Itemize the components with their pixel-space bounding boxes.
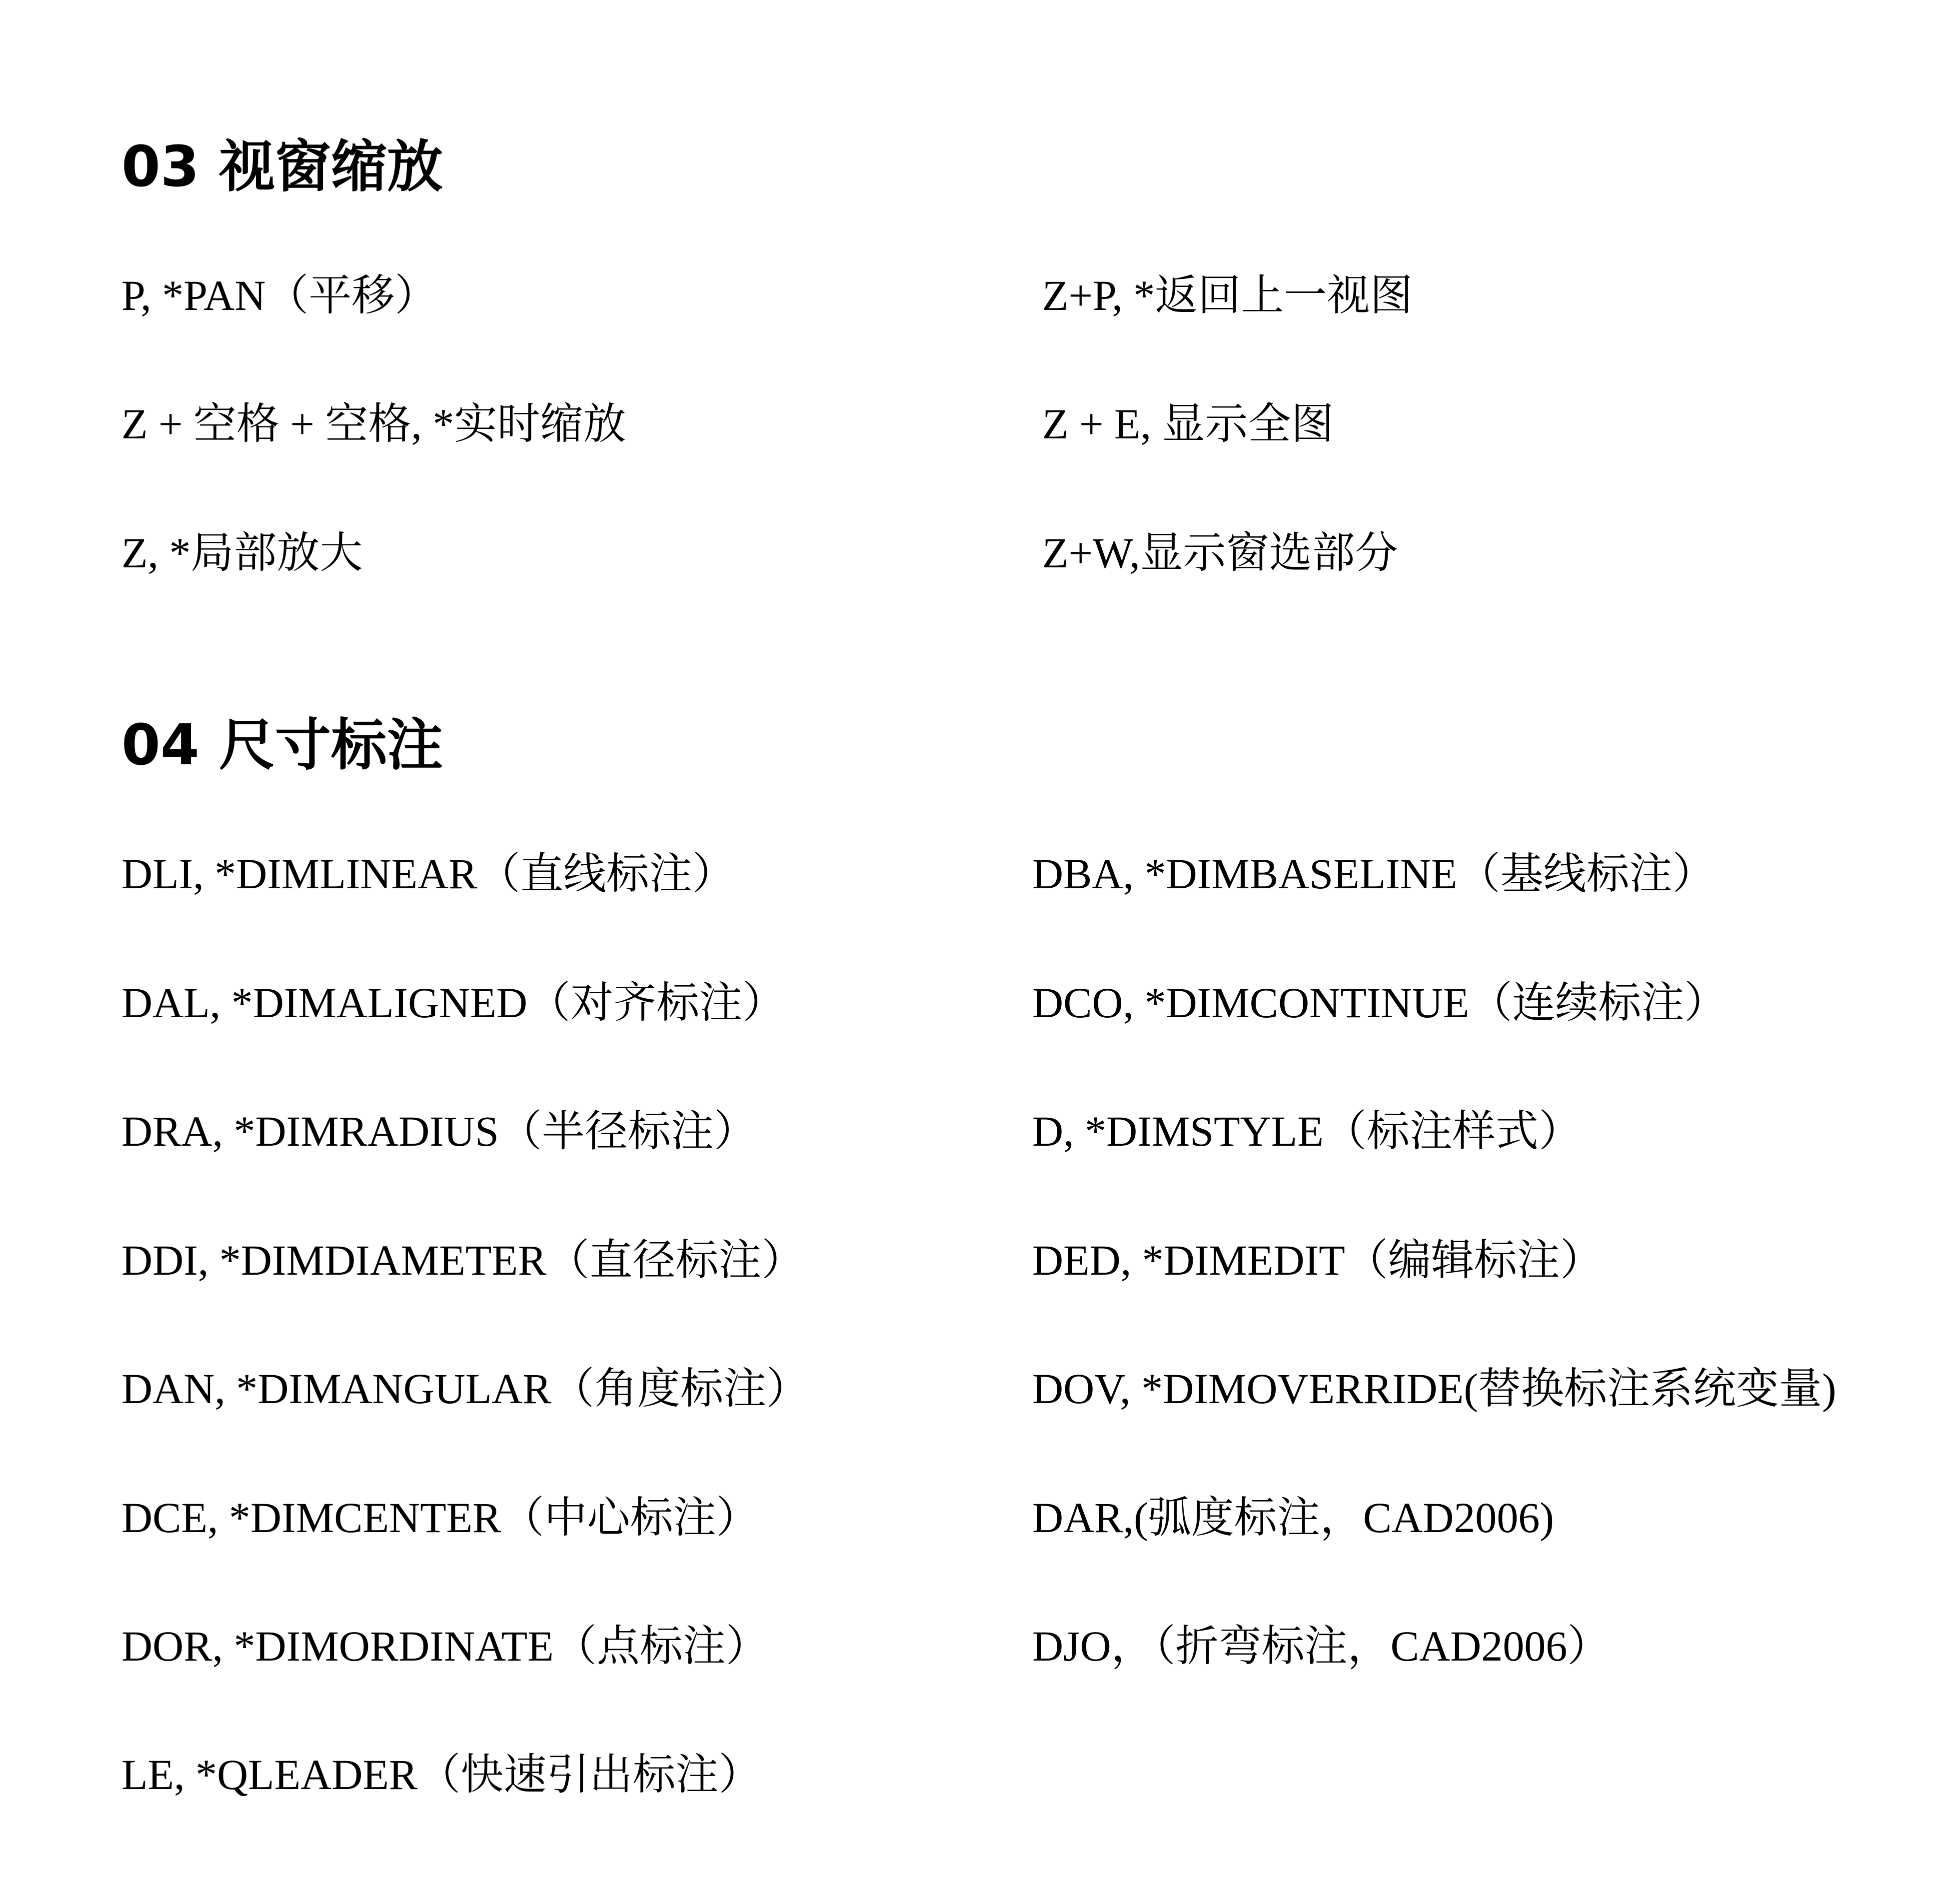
shortcut-item: DJO，（折弯标注，CAD2006） xyxy=(1032,1622,1611,1670)
section-04-number: 04 xyxy=(121,713,199,778)
shortcut-item: DBA, *DIMBASELINE（基线标注） xyxy=(1032,850,1716,898)
shortcut-item: DLI, *DIMLINEAR（直线标注） xyxy=(121,850,735,898)
section-03-title: 视窗缩放 xyxy=(219,134,443,199)
shortcut-item: LE, *QLEADER（快速引出标注） xyxy=(121,1751,762,1799)
shortcut-item: DRA, *DIMRADIUS（半径标注） xyxy=(121,1107,757,1155)
shortcut-item: DOR, *DIMORDINATE（点标注） xyxy=(121,1622,769,1670)
section-03-number: 03 xyxy=(121,134,199,199)
shortcut-item: Z + E, 显示全图 xyxy=(1042,400,1334,448)
shortcut-item: P, *PAN（平移） xyxy=(121,271,438,319)
shortcut-item: DDI, *DIMDIAMETER（直径标注） xyxy=(121,1236,805,1284)
shortcut-item: DAN, *DIMANGULAR（角度标注） xyxy=(121,1365,809,1413)
shortcut-item: DCO, *DIMCONTINUE（连续标注） xyxy=(1032,979,1728,1027)
shortcut-item: DAR,(弧度标注，CAD2006) xyxy=(1032,1494,1554,1542)
shortcut-item: D, *DIMSTYLE（标注样式） xyxy=(1032,1107,1582,1155)
shortcut-item: DCE, *DIMCENTER（中心标注） xyxy=(121,1494,759,1542)
shortcut-item: DOV, *DIMOVERRIDE(替换标注系统变量) xyxy=(1032,1365,1837,1413)
section-03-heading xyxy=(121,134,443,199)
shortcut-item: DAL, *DIMALIGNED（对齐标注） xyxy=(121,979,786,1027)
shortcut-item: Z+P, *返回上一视图 xyxy=(1042,271,1413,319)
section-04-title: 尺寸标注 xyxy=(219,713,443,778)
shortcut-item: Z + 空格 + 空格, *实时缩放 xyxy=(121,400,626,448)
section-04-heading xyxy=(121,713,443,778)
shortcut-item: Z, *局部放大 xyxy=(121,529,363,577)
shortcut-item: Z+W,显示窗选部分 xyxy=(1042,529,1398,577)
shortcut-item: DED, *DIMEDIT（编辑标注） xyxy=(1032,1236,1603,1284)
